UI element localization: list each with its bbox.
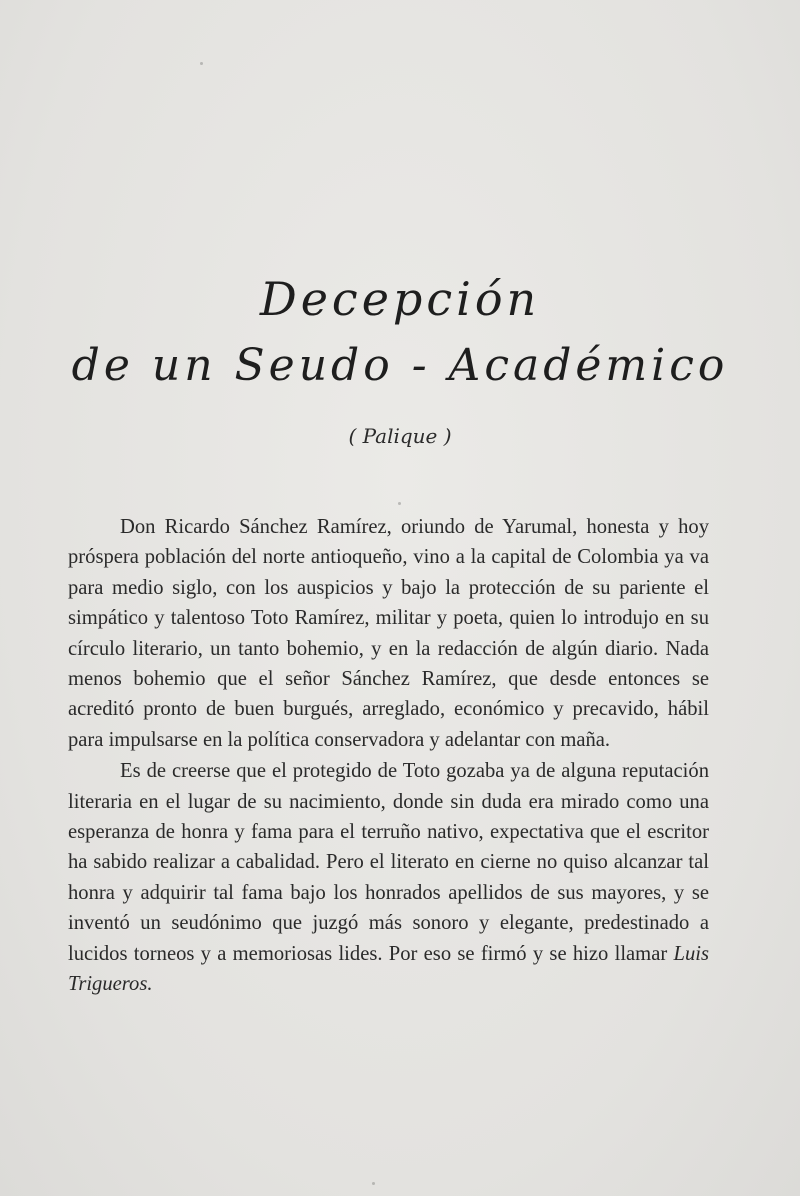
paragraph-1 bbox=[68, 512, 709, 755]
subtitle: ( Palique ) bbox=[348, 424, 452, 448]
pseudonym: Luis Trigueros. bbox=[68, 942, 709, 996]
paper-speck bbox=[398, 502, 401, 505]
body-text bbox=[68, 512, 709, 1000]
paragraph-2 bbox=[68, 756, 709, 999]
paragraph-1-text: Don Ricardo Sánchez Ramírez, oriundo de Yarumal, honesta y hoy próspera población del norte antioqueño, vino a la capital de Colombia ya va para medio siglo, con los auspicios y bajo la protección de su pariente el simpático y talentoso Toto Ramírez, militar y poeta, quien lo introdujo en su círculo literario, un tanto bohemio, y en la redacción de algún diario. Nada menos bohemio que el señor Sánchez Ramírez, que desde entonces se acreditó pronto de buen burgués, arreglado, económico y precavido, hábil para impulsarse en la política conservadora y adelantar con maña. bbox=[68, 516, 709, 751]
paper-speck bbox=[372, 1182, 375, 1185]
title-line-2: de un Seudo - Académico bbox=[71, 340, 729, 391]
paragraph-2-text: Es de creerse que el protegido de Toto gozaba ya de alguna reputación literaria en el lugar de su nacimiento, donde sin duda era mirado como una esperanza de honra y fama para el terruño nativo, expectativa que el escritor ha sabido realizar a cabalidad. Pero el literato en cierne no quiso alcanzar tal honra y adquirir tal fama bajo los honrados apellidos de sus mayores, y se inventó un seudónimo que juzgó más sonoro y elegante, predestinado a lucidos torneos y a memoriosas lides. Por eso se firmó y se hizo llamar bbox=[68, 760, 709, 965]
title-line-1: Decepción bbox=[259, 272, 541, 326]
paper-speck bbox=[200, 62, 203, 65]
